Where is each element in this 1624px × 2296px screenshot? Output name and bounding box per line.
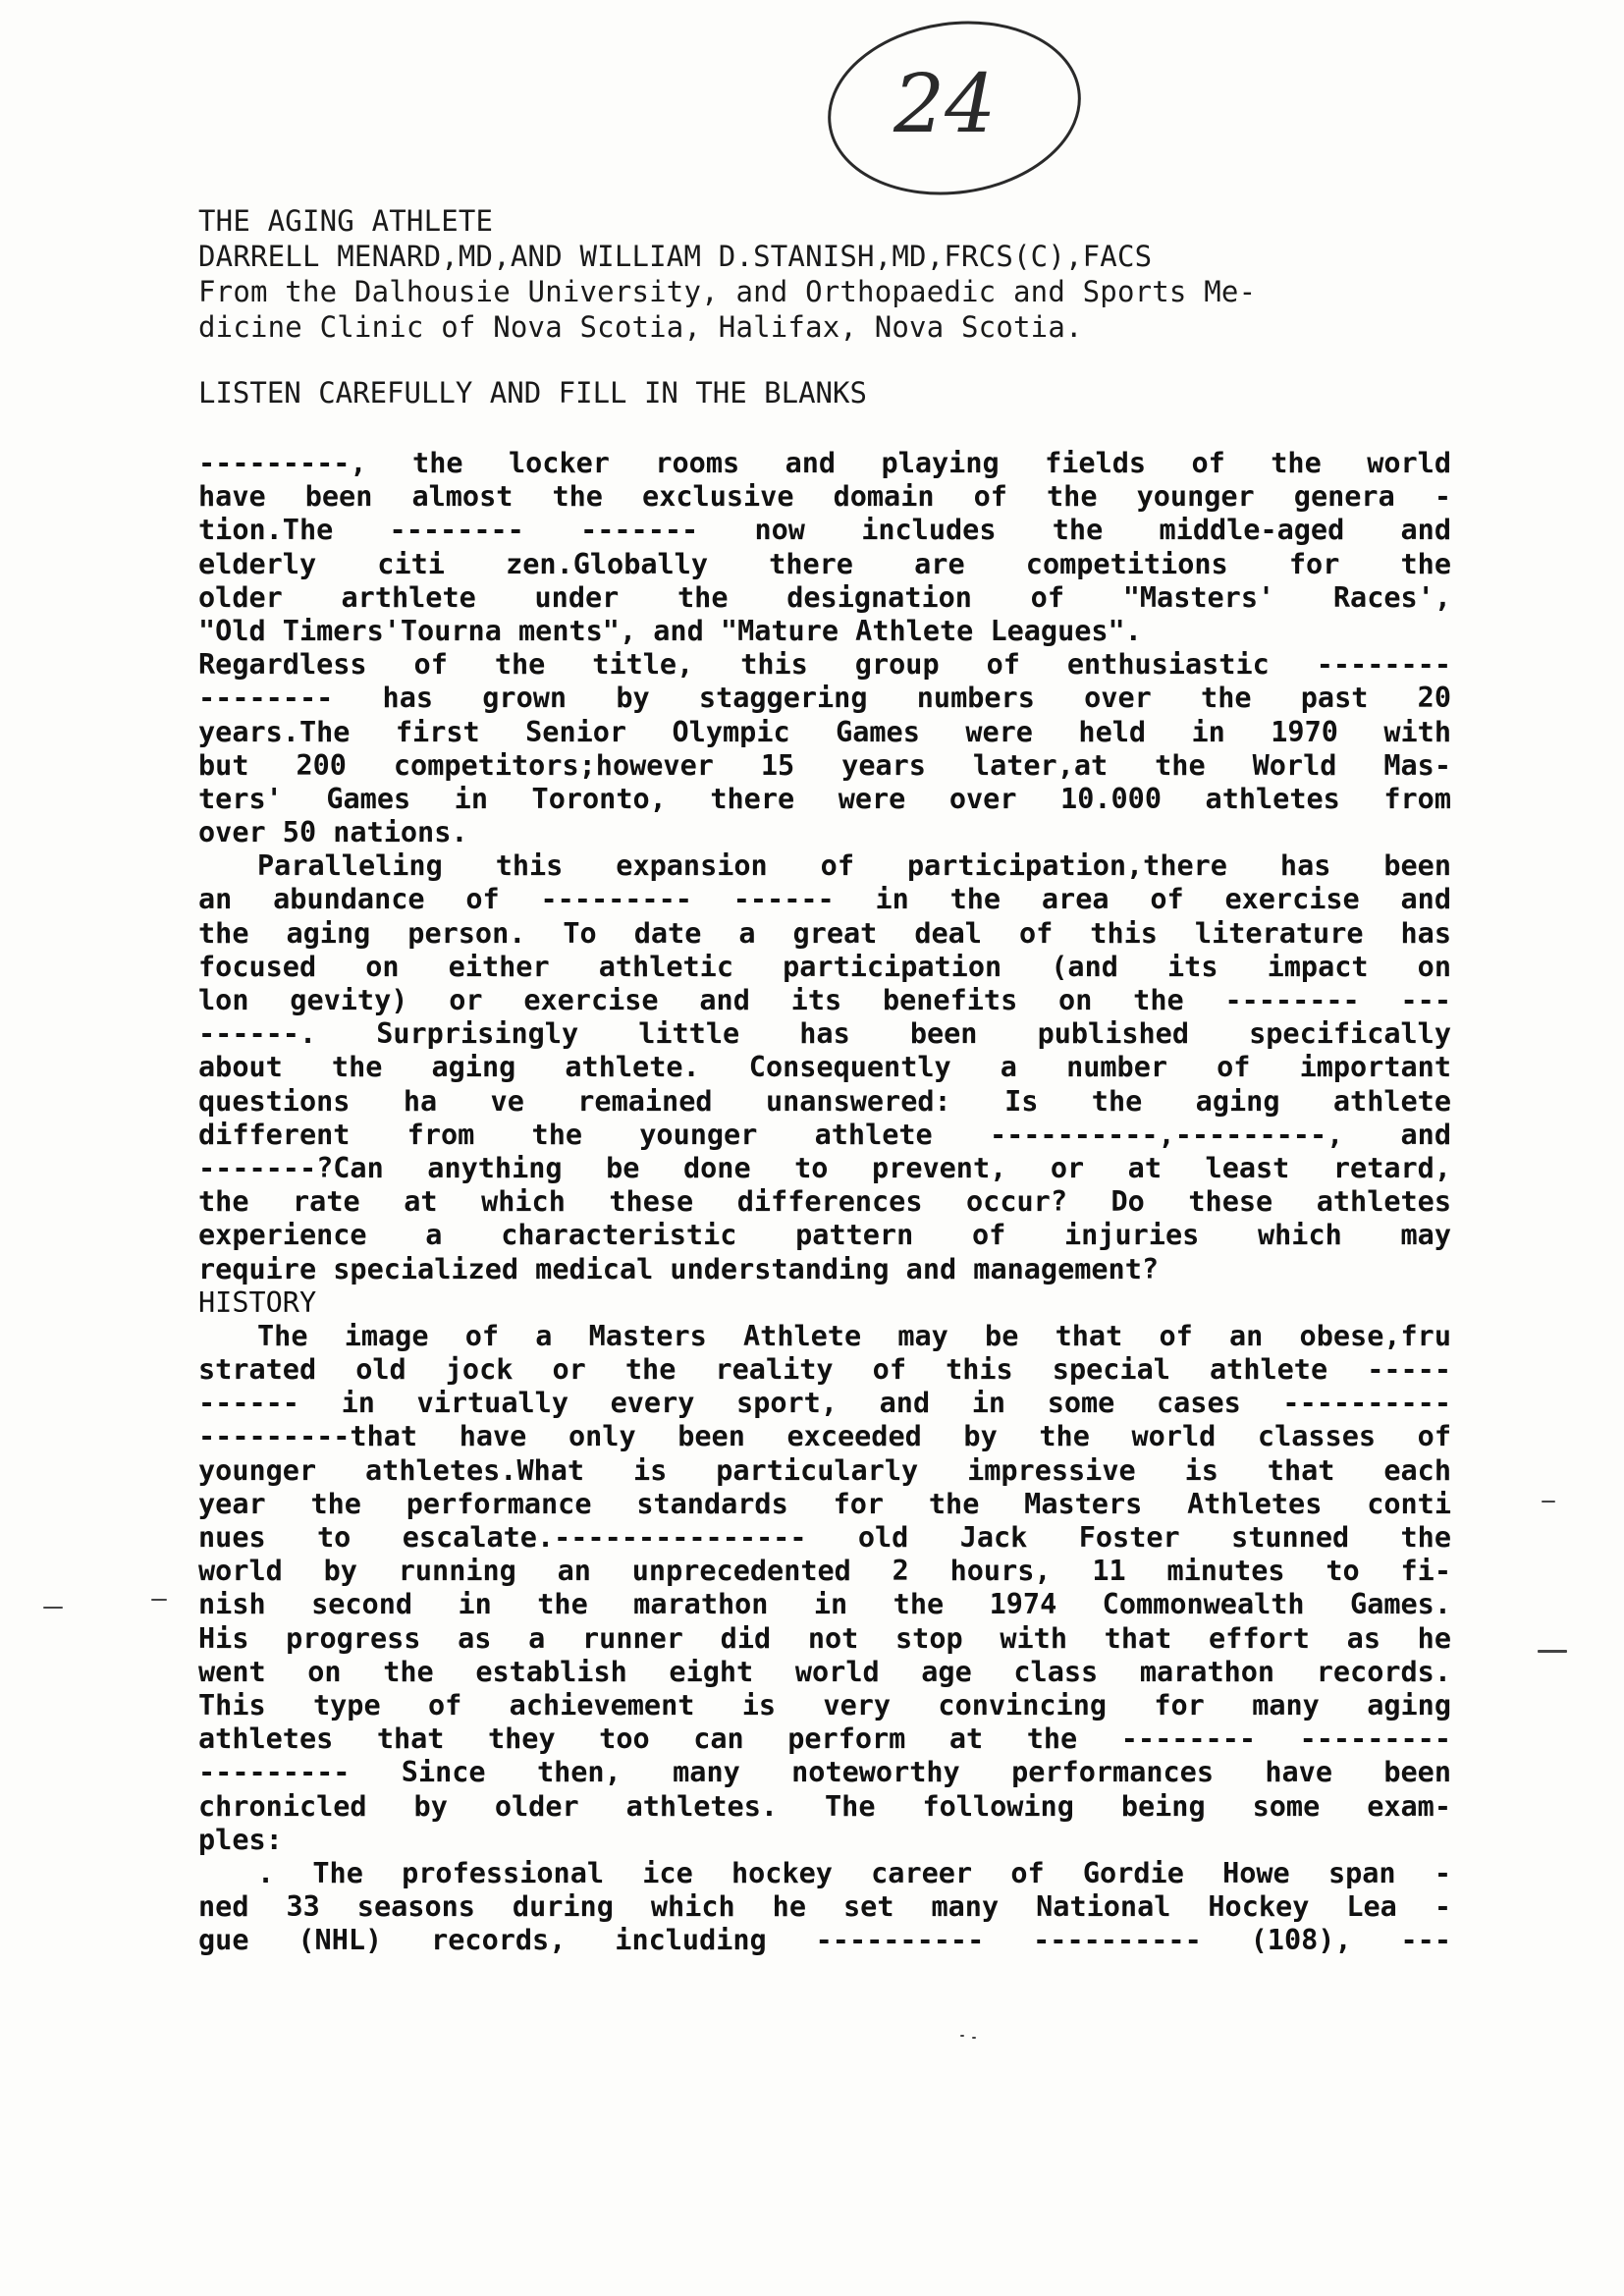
body-line: ters' Games in Toronto, there were over 10.000 athletes from: [198, 782, 1451, 815]
scan-mark: [1542, 1501, 1555, 1503]
scan-mark: [43, 1607, 63, 1609]
body-line: ---------, the locker rooms and playing fields of the world: [198, 447, 1451, 479]
body-line: elderly citi zen.Globally there are competitions for the: [198, 547, 1451, 580]
body-line: years.The first Senior Olympic Games were held in 1970 with: [198, 715, 1451, 748]
body-line: ned 33 seasons during which he set many National Hockey Lea -: [198, 1890, 1451, 1924]
body-line: focused on either athletic participation (and its impact on: [198, 950, 1451, 983]
body-line: younger athletes.What is particularly impressive is that each: [198, 1453, 1451, 1487]
section-heading-history: HISTORY: [198, 1285, 317, 1319]
body-line: ---------that have only been exceeded by the world classes of: [198, 1420, 1451, 1453]
body-line: nish second in the marathon in the 1974 Commonwealth Games.: [198, 1588, 1451, 1621]
body-line: ------ in virtually every sport, and in some cases ----------: [198, 1387, 1451, 1420]
body-line: -------- has grown by staggering numbers over the past 20: [198, 682, 1451, 715]
body-line: an abundance of --------- ------ in the area of exercise and: [198, 883, 1451, 916]
handwritten-page-number: [817, 12, 1098, 200]
body-line: went on the establish eight world age class marathon records.: [198, 1655, 1451, 1688]
scan-mark: [1538, 1650, 1567, 1653]
body-line: Paralleling this expansion of participation,there has been: [257, 849, 1451, 883]
body-line: Regardless of the title, this group of enthusiastic --------: [198, 648, 1451, 682]
body-line: The image of a Masters Athlete may be that of an obese,fru: [257, 1319, 1451, 1352]
body-line: over 50 nations.: [198, 816, 468, 849]
body-line: ------. Surprisingly little has been published specifically: [198, 1017, 1451, 1051]
body-line: ples:: [198, 1823, 283, 1856]
page-number-text: 24: [893, 58, 997, 151]
body-line: require specialized medical understanding and management?: [198, 1252, 1160, 1285]
body-line: This type of achievement is very convincing for many aging: [198, 1688, 1451, 1722]
body-line: chronicled by older athletes. The following being some exam-: [198, 1789, 1451, 1823]
body-line: -------?Can anything be done to prevent, or at least retard,: [198, 1151, 1451, 1184]
body-line: different from the younger athlete ----------,---------, and: [198, 1118, 1451, 1151]
body-line: lon gevity) or exercise and its benefits on the -------- ---: [198, 984, 1451, 1016]
article-authors: DARRELL MENARD,MD,AND WILLIAM D.STANISH,MD,FRCS(C),FACS: [198, 240, 1153, 273]
body-line: His progress as a runner did not stop with that effort as he: [198, 1621, 1451, 1655]
body-line: have been almost the exclusive domain of the younger genera -: [198, 480, 1451, 514]
scan-mark: [972, 2037, 976, 2039]
article-title: THE AGING ATHLETE: [198, 204, 494, 238]
exercise-instruction: LISTEN CAREFULLY AND FILL IN THE BLANKS: [198, 376, 867, 410]
body-line: world by running an unprecedented 2 hours, 11 minutes to fi-: [198, 1555, 1451, 1588]
body-line: experience a characteristic pattern of injuries which may: [198, 1219, 1451, 1252]
body-line: --------- Since then, many noteworthy performances have been: [198, 1756, 1451, 1789]
body-line: about the aging athlete. Consequently a number of important: [198, 1051, 1451, 1084]
body-line: athletes that they too can perform at the -------- ---------: [198, 1722, 1451, 1756]
body-line: the aging person. To date a great deal of this literature has: [198, 916, 1451, 950]
body-line: questions ha ve remained unanswered: Is the aging athlete: [198, 1084, 1451, 1118]
body-line: tion.The -------- ------- now includes the middle-aged and: [198, 514, 1451, 547]
body-line: gue (NHL) records, including ---------- ---------- (108), ---: [198, 1924, 1451, 1957]
article-body: [198, 447, 1451, 1957]
article-affiliation-line-1: From the Dalhousie University, and Orthopaedic and Sports Me-: [198, 275, 1257, 308]
body-line: "Old Timers'Tourna ments", and "Mature Athlete Leagues".: [198, 614, 1142, 647]
body-line: . The professional ice hockey career of Gordie Howe span -: [257, 1856, 1451, 1889]
body-line: year the performance standards for the Masters Athletes conti: [198, 1487, 1451, 1520]
body-line: the rate at which these differences occur? Do these athletes: [198, 1185, 1451, 1219]
body-line: strated old jock or the reality of this special athlete -----: [198, 1353, 1451, 1387]
article-affiliation-line-2: dicine Clinic of Nova Scotia, Halifax, Nova Scotia.: [198, 310, 1083, 344]
body-line: but 200 competitors;however 15 years later,at the World Mas-: [198, 748, 1451, 782]
body-line: older arthlete under the designation of "Masters' Races',: [198, 580, 1451, 614]
scan-mark: [151, 1599, 167, 1601]
body-line: nues to escalate.--------------- old Jack Foster stunned the: [198, 1521, 1451, 1554]
scan-mark: [960, 2035, 964, 2037]
article-header: [198, 203, 1465, 345]
